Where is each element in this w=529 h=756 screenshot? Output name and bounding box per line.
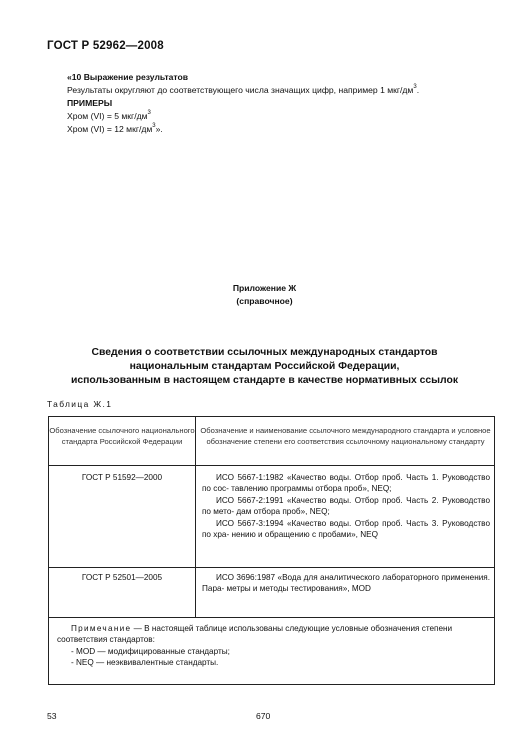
table-caption: Таблица Ж.1 <box>47 399 113 409</box>
row-1-ref-3: ИСО 5667-3:1994 «Качество воды. Отбор проб. Часть 3. Руководство по хра- нению и обращению с пробами», NEQ <box>202 518 490 540</box>
body-text: Результаты округляют до соответствующего числа значащих цифр, например 1 мкг/дм <box>67 85 414 95</box>
row-1-international <box>202 472 490 540</box>
note-divider <box>49 617 494 618</box>
note-text <box>57 623 489 646</box>
row-2-ref-1: ИСО 3696:1987 «Вода для аналитического лабораторного применения. Пара- метры и методы тестирования», MOD <box>202 573 490 594</box>
appendix-kind: (справочное) <box>236 296 293 306</box>
title-line-3: использованным в настоящем стандарте в качестве нормативных ссылок <box>70 375 459 386</box>
example-2-end: ». <box>155 124 163 134</box>
page-number-center: 670 <box>256 711 271 721</box>
examples-label: ПРИМЕРЫ <box>67 98 113 108</box>
note-item-mod: - MOD — модифицированные стандарты; <box>71 646 230 656</box>
example-2 <box>67 123 487 136</box>
section-10 <box>67 71 487 136</box>
example-2-text: Хром (VI) = 12 мкг/дм <box>67 124 153 134</box>
example-1 <box>67 110 487 123</box>
section-heading: «10 Выражение результатов <box>67 72 189 82</box>
example-1-text: Хром (VI) = 5 мкг/дм <box>67 111 148 121</box>
row-1-national: ГОСТ Р 51592—2000 <box>81 473 163 482</box>
row-1-ref-2: ИСО 5667-2:1991 «Качество воды. Отбор проб. Часть 2. Руководство по мето- дам отбора проб», NEQ; <box>202 495 490 517</box>
table-note <box>57 623 489 669</box>
column-divider-2 <box>195 568 196 617</box>
section-body <box>67 84 487 97</box>
body-sup: 3 <box>413 84 417 91</box>
row-2-international <box>202 572 490 595</box>
row-divider <box>49 567 494 568</box>
row-1-ref-1: ИСО 5667-1:1982 «Качество воды. Отбор проб. Часть 1. Руководство по сос- тавлению программы отбора проб», NEQ; <box>202 473 490 494</box>
header-divider <box>49 465 494 466</box>
example-2-sup: 3 <box>152 123 156 130</box>
column-divider <box>195 417 196 567</box>
header-col2: Обозначение и наименование ссылочного международного стандарта и условное обозначение степени его соответствия ссылочному национальному стандарту <box>200 426 491 447</box>
title-line-2: национальным стандартам Российской Федерации, <box>129 361 400 372</box>
body-end: . <box>416 85 420 95</box>
example-1-sup: 3 <box>147 110 151 117</box>
note-body: — В настоящей таблице использованы следующие условные обозначения степени соответствия стандартов: <box>57 624 453 645</box>
header-col1: Обозначение ссылочного национального стандарта Российской Федерации <box>49 426 195 447</box>
title-line-1: Сведения о соответствии ссылочных международных стандартов <box>91 347 438 358</box>
note-label: Примечание <box>71 624 132 633</box>
row-2-national: ГОСТ Р 52501—2005 <box>81 573 163 582</box>
document-number: ГОСТ Р 52962—2008 <box>47 40 164 52</box>
note-item-neq: - NEQ — неэквивалентные стандарты. <box>71 658 219 668</box>
appendix-title <box>40 346 489 388</box>
appendix-name: Приложение Ж <box>232 283 297 293</box>
reference-table <box>48 416 495 685</box>
page-number-left: 53 <box>47 711 57 721</box>
